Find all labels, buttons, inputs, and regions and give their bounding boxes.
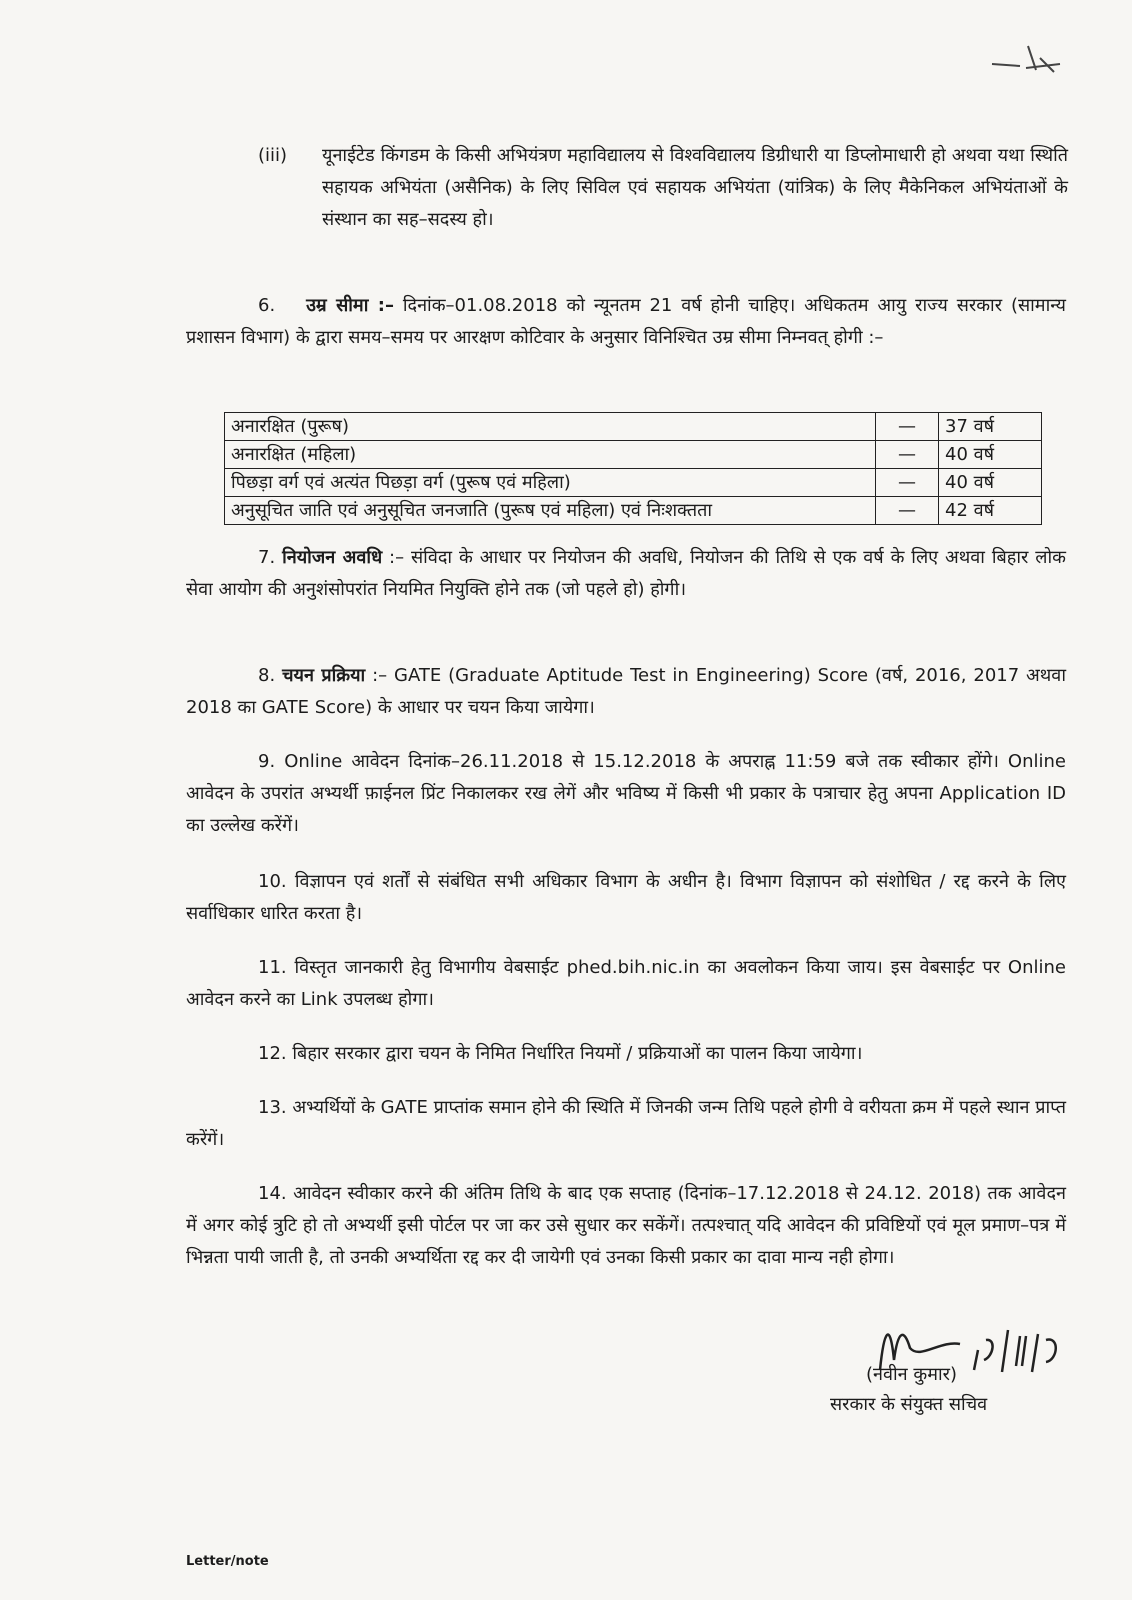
section-8-text: :– GATE (Graduate Aptitude Test in Engineering) Score (वर्ष, 2016, 2017 अथवा 2018 का GATE Score) के आधार पर चयन किया जायेगा। bbox=[186, 665, 1066, 718]
age-years-cell: 37 वर्ष bbox=[939, 413, 1042, 441]
footer-label: Letter/note bbox=[186, 1554, 269, 1569]
section-10-rights bbox=[186, 866, 1066, 930]
section-10-number: 10. bbox=[258, 871, 287, 892]
age-years-cell: 40 वर्ष bbox=[939, 469, 1042, 497]
section-7-text: :– संविदा के आधार पर नियोजन की अवधि, नियोजन की तिथि से एक वर्ष के लिए अथवा बिहार लोक सेवा आयोग की अनुशंसोपरांत नियमित नियुक्ति होने तक (जो पहले हो) होगी। bbox=[186, 547, 1066, 600]
signatory-designation: सरकार के संयुक्त सचिव bbox=[830, 1394, 988, 1415]
age-table-row bbox=[225, 497, 1042, 525]
age-category-cell: अनारक्षित (पुरूष) bbox=[225, 413, 876, 441]
section-8-heading: चयन प्रक्रिया bbox=[282, 665, 366, 686]
section-8-number: 8. bbox=[258, 665, 276, 686]
section-11-text: विस्तृत जानकारी हेतु विभागीय वेबसाईट phed.bih.nic.in का अवलोकन किया जाय। इस वेबसाईट पर Online आवेदन करने का Link उपलब्ध होगा। bbox=[186, 957, 1066, 1010]
section-6-number: 6. bbox=[258, 295, 276, 316]
age-table-row bbox=[225, 441, 1042, 469]
section-6-heading: उम्र सीमा :– bbox=[306, 295, 394, 316]
age-limit-table bbox=[224, 412, 1042, 525]
section-14-number: 14. bbox=[258, 1183, 287, 1204]
section-9-text: Online आवेदन दिनांक–26.11.2018 से 15.12.2018 के अपराह्न 11:59 बजे तक स्वीकार होंगे। Online आवेदन के उपरांत अभ्यर्थी फ़ाईनल प्रिंट निकालकर रख लेगें और भविष्य में किसी भी प्रकार के पत्राचार हेतु अपना Application ID का उल्लेख करेंगें। bbox=[186, 751, 1066, 836]
section-6-text: दिनांक–01.08.2018 को न्यूनतम 21 वर्ष होनी चाहिए। अधिकतम आयु राज्य सरकार (सामान्य प्रशासन विभाग) के द्वारा समय–समय पर आरक्षण कोटिवार के अनुसार विनिश्चित उम्र सीमा निम्नवत् होगी :– bbox=[186, 295, 1066, 348]
section-13-gate-tie bbox=[186, 1092, 1066, 1156]
age-dash-cell: — bbox=[876, 497, 939, 525]
corner-scribble-mark bbox=[990, 38, 1070, 78]
clause-iii-text: यूनाईटेड किंगडम के किसी अभियंत्रण महाविद्यालय से विश्वविद्यालय डिग्रीधारी या डिप्लोमाधारी हो अथवा यथा स्थिति सहायक अभियंता (असैनिक) के लिए सिविल एवं सहायक अभियंता (यांत्रिक) के लिए मैकेनिकल अभियंताओं के संस्थान का सह–सदस्य हो। bbox=[322, 145, 1068, 230]
section-12-rules bbox=[186, 1038, 1066, 1070]
section-13-text: अभ्यर्थियों के GATE प्राप्तांक समान होने की स्थिति में जिनकी जन्म तिथि पहले होगी वे वरीयता क्रम में पहले स्थान प्राप्त करेंगें। bbox=[186, 1097, 1066, 1150]
section-7-number: 7. bbox=[258, 547, 276, 568]
age-table-row bbox=[225, 413, 1042, 441]
section-12-text: बिहार सरकार द्वारा चयन के निमित निर्धारित नियमों / प्रक्रियाओं का पालन किया जायेगा। bbox=[292, 1043, 863, 1064]
section-10-text: विज्ञापन एवं शर्तों से संबंधित सभी अधिकार विभाग के अधीन है। विभाग विज्ञापन को संशोधित / रद्द करने के लिए सर्वाधिकार धारित करता है। bbox=[186, 871, 1066, 924]
age-category-cell: अनुसूचित जाति एवं अनुसूचित जनजाति (पुरूष एवं महिला) एवं निःशक्तता bbox=[225, 497, 876, 525]
section-11-number: 11. bbox=[258, 957, 287, 978]
section-7-employment-period bbox=[186, 542, 1066, 606]
section-14-text: आवेदन स्वीकार करने की अंतिम तिथि के बाद एक सप्ताह (दिनांक–17.12.2018 से 24.12. 2018) तक आवेदन में अगर कोई त्रुटि हो तो अभ्यर्थी इसी पोर्टल पर जा कर उसे सुधार कर सकेंगें। तत्पश्चात् यदि आवेदन की प्रविष्टियों एवं मूल प्रमाण–पत्र में भिन्नता पायी जाती है, तो उनकी अभ्यर्थिता रद्द कर दी जायेगी एवं उनका किसी प्रकार का दावा मान्य नही होगा। bbox=[186, 1183, 1066, 1268]
age-years-cell: 40 वर्ष bbox=[939, 441, 1042, 469]
section-6-age-limit bbox=[186, 290, 1066, 354]
section-9-number: 9. bbox=[258, 751, 276, 772]
clause-iii bbox=[258, 140, 1068, 270]
section-13-number: 13. bbox=[258, 1097, 287, 1118]
section-8-selection-process bbox=[186, 660, 1066, 724]
section-11-website bbox=[186, 952, 1066, 1016]
clause-iii-number: (iii) bbox=[258, 145, 288, 166]
age-years-cell: 42 वर्ष bbox=[939, 497, 1042, 525]
section-14-correction-window bbox=[186, 1178, 1066, 1274]
age-dash-cell: — bbox=[876, 413, 939, 441]
age-category-cell: पिछड़ा वर्ग एवं अत्यंत पिछड़ा वर्ग (पुरूष एवं महिला) bbox=[225, 469, 876, 497]
age-category-cell: अनारक्षित (महिला) bbox=[225, 441, 876, 469]
section-7-heading: नियोजन अवधि bbox=[282, 547, 383, 568]
age-table-row bbox=[225, 469, 1042, 497]
signature-block bbox=[830, 1360, 1090, 1420]
age-dash-cell: — bbox=[876, 441, 939, 469]
signatory-name: (नवीन कुमार) bbox=[866, 1364, 958, 1385]
section-9-online-application bbox=[186, 746, 1066, 842]
section-12-number: 12. bbox=[258, 1043, 287, 1064]
age-dash-cell: — bbox=[876, 469, 939, 497]
